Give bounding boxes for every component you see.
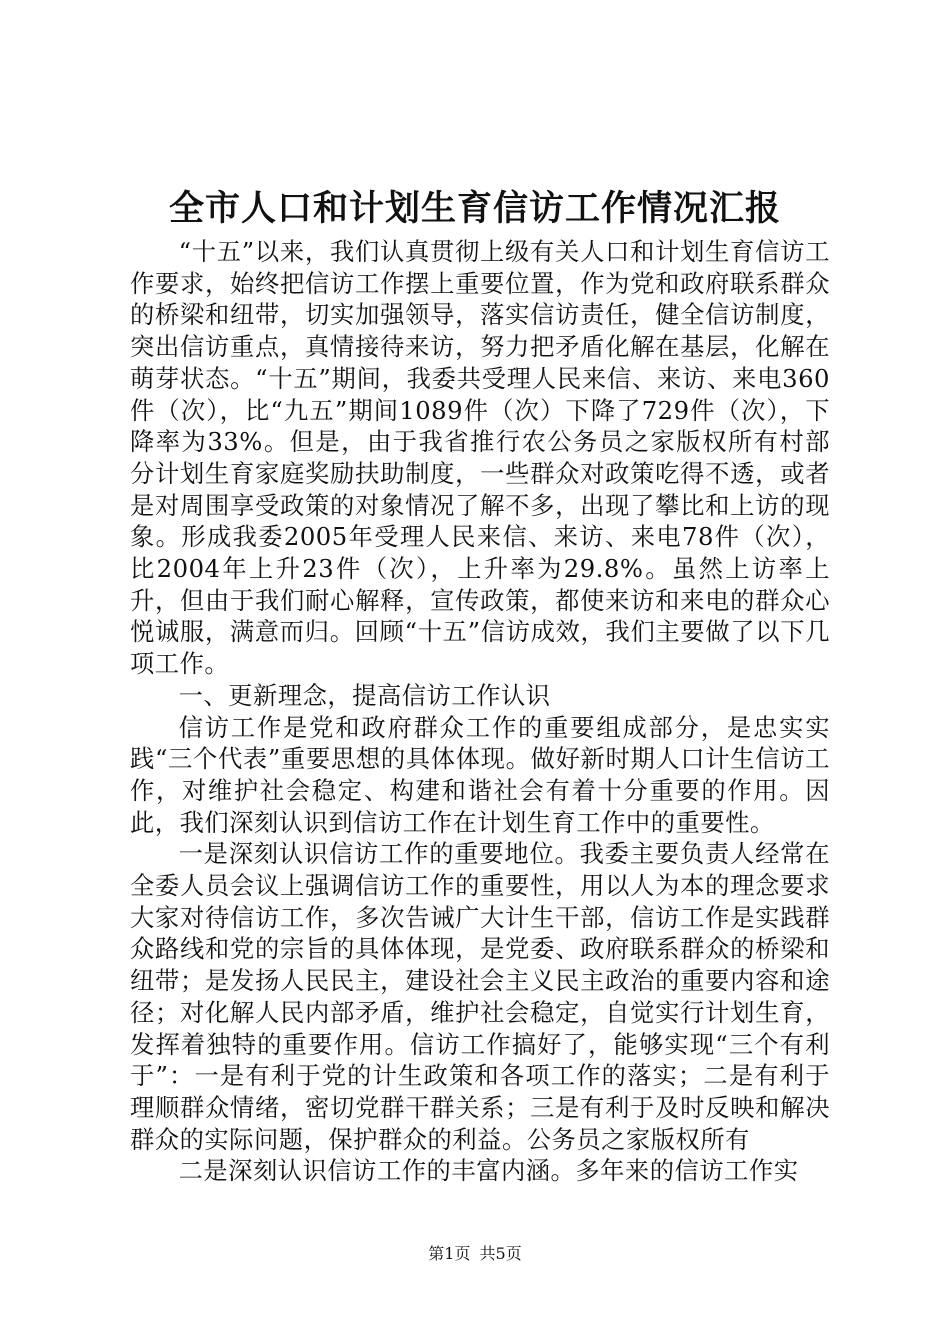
document-title: 全市人口和计划生育信访工作情况汇报 xyxy=(168,188,781,229)
paragraph-section-1: 信访工作是党和政府群众工作的重要组成部分，是忠实实践“三个代表”重要思想的具体体现。做好新时期人口计生信访工作，对维护社会稳定、构建和谐社会有着十分重要的作用。因此，我们深刻认识到信访工作在计划生育工作中的重要性。 xyxy=(130,712,830,837)
page-total: 共5页 xyxy=(479,1244,522,1263)
paragraph-intro: “十五”以来，我们认真贯彻上级有关人口和计划生育信访工作要求，始终把信访工作摆上重要位置，作为党和政府联系群众的桥梁和纽带，切实加强领导，落实信访责任，健全信访制度，突出信访重点，真情接待来访，努力把矛盾化解在基层，化解在萌芽状态。“十五”期间，我委共受理人民来信、来访、来电360件（次），比“九五”期间1089件（次）下降了729件（次），下降率为33%。但是，由于我省推行农公务员之家版权所有村部分计划生育家庭奖励扶助制度，一些群众对政策吃得不透，或者是对周围享受政策的对象情况了解不多，出现了攀比和上访的现象。形成我委2005年受理人民来信、来访、来电78件（次），比2004年上升23件（次），上升率为29.8%。虽然上访率上升，但由于我们耐心解释，宣传政策，都使来访和来电的群众心悦诚服，满意而归。回顾“十五”信访成效，我们主要做了以下几项工作。 xyxy=(130,237,830,679)
paragraph-point-1: 一是深刻认识信访工作的重要地位。我委主要负责人经常在全委人员会议上强调信访工作的重要性，用以人为本的理念要求大家对待信访工作，多次告诫广大计生干部，信访工作是实践群众路线和党的宗旨的具体体现，是党委、政府联系群众的桥梁和纽带；是发扬人民民主，建设社会主义民主政治的重要内容和途径；对化解人民内部矛盾，维护社会稳定，自觉实行计划生育，发挥着独特的重要作用。信访工作搞好了，能够实现“三个有利于”：一是有利于党的计生政策和各项工作的落实；二是有利于理顺群众情绪，密切党群干群关系；三是有利于及时反映和解决群众的实际问题，保护群众的利益。公务员之家版权所有 xyxy=(130,839,830,1154)
section-heading-1: 一、更新理念，提高信访工作认识 xyxy=(178,680,551,710)
page-number: 第1页 xyxy=(428,1244,471,1263)
paragraph-point-2: 二是深刻认识信访工作的丰富内涵。多年来的信访工作实 xyxy=(178,1156,799,1186)
page-footer xyxy=(0,1243,950,1265)
document-body xyxy=(130,236,830,1187)
